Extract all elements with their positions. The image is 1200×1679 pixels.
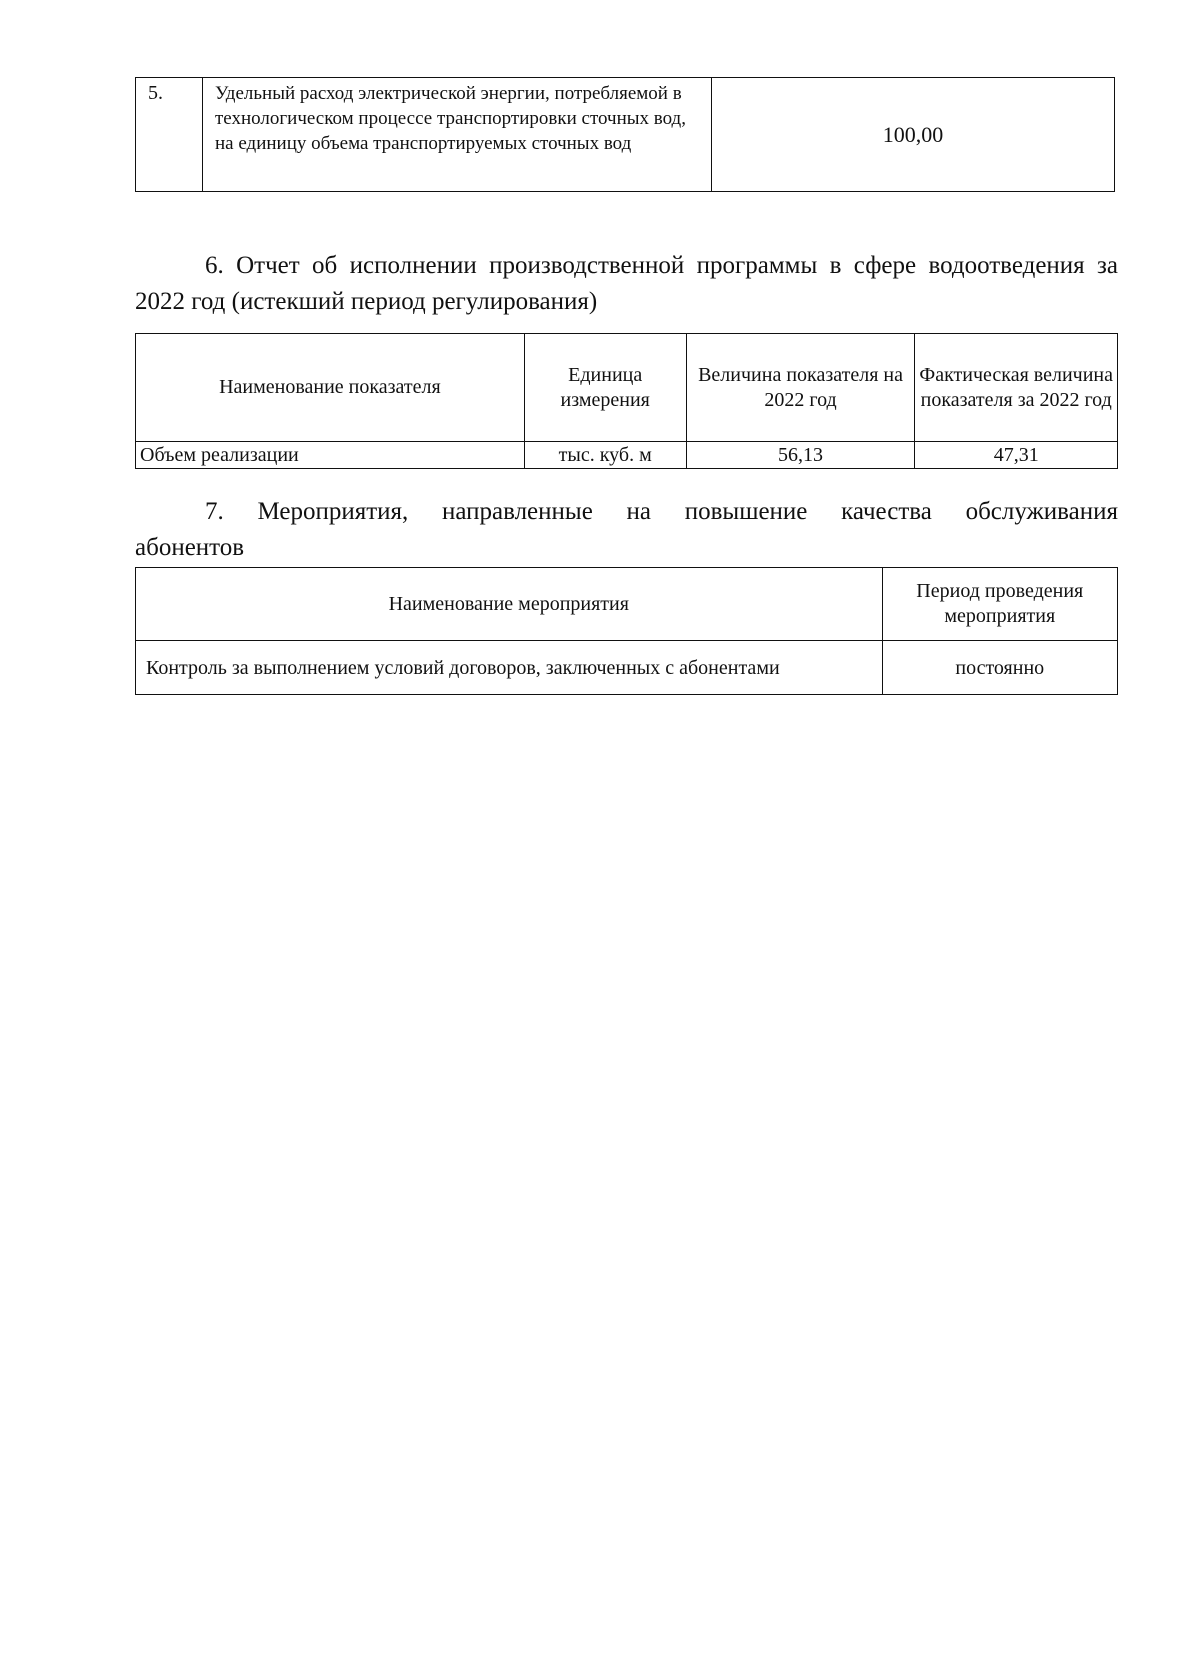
cell-measure-name: Контроль за выполнением условий договоров, заключенных с абонентами [136,641,883,695]
section-7-heading [135,494,1118,566]
table-row [136,78,1115,192]
row-number: 5. [136,78,203,192]
header-indicator-name: Наименование показателя [136,334,525,442]
header-measure-name: Наименование мероприятия [136,568,883,641]
cell-measure-period: постоянно [882,641,1117,695]
header-planned-value: Величина показателя на 2022 год [686,334,915,442]
section-6-number: 6. [205,252,224,279]
table-header-row [136,568,1118,641]
section-6-title: Отчет об исполнении производственной программы в сфере водоотведения за 2022 год (истекший период регулирования) [135,252,1119,315]
header-measure-period: Период проведения мероприятия [882,568,1117,641]
cell-planned-value: 56,13 [686,442,915,469]
measures-table [135,567,1118,695]
cell-indicator-name: Объем реализации [136,442,525,469]
item-5-table [135,77,1115,192]
section-7-title: Мероприятия, направленные на повышение качества обслуживания абонентов [135,498,1119,561]
indicator-description: Удельный расход электрической энергии, потребляемой в технологическом процессе транспортировки сточных вод, на единицу объема транспортируемых сточных вод [203,78,712,192]
header-unit: Единица измерения [524,334,686,442]
production-program-table [135,333,1118,469]
section-7-number: 7. [205,498,224,525]
table-header-row [136,334,1118,442]
cell-unit: тыс. куб. м [524,442,686,469]
header-actual-value: Фактическая величина показателя за 2022 год [915,334,1118,442]
section-6-heading [135,248,1118,320]
table-row [136,442,1118,469]
cell-actual-value: 47,31 [915,442,1118,469]
indicator-value: 100,00 [712,78,1115,192]
table-row [136,641,1118,695]
